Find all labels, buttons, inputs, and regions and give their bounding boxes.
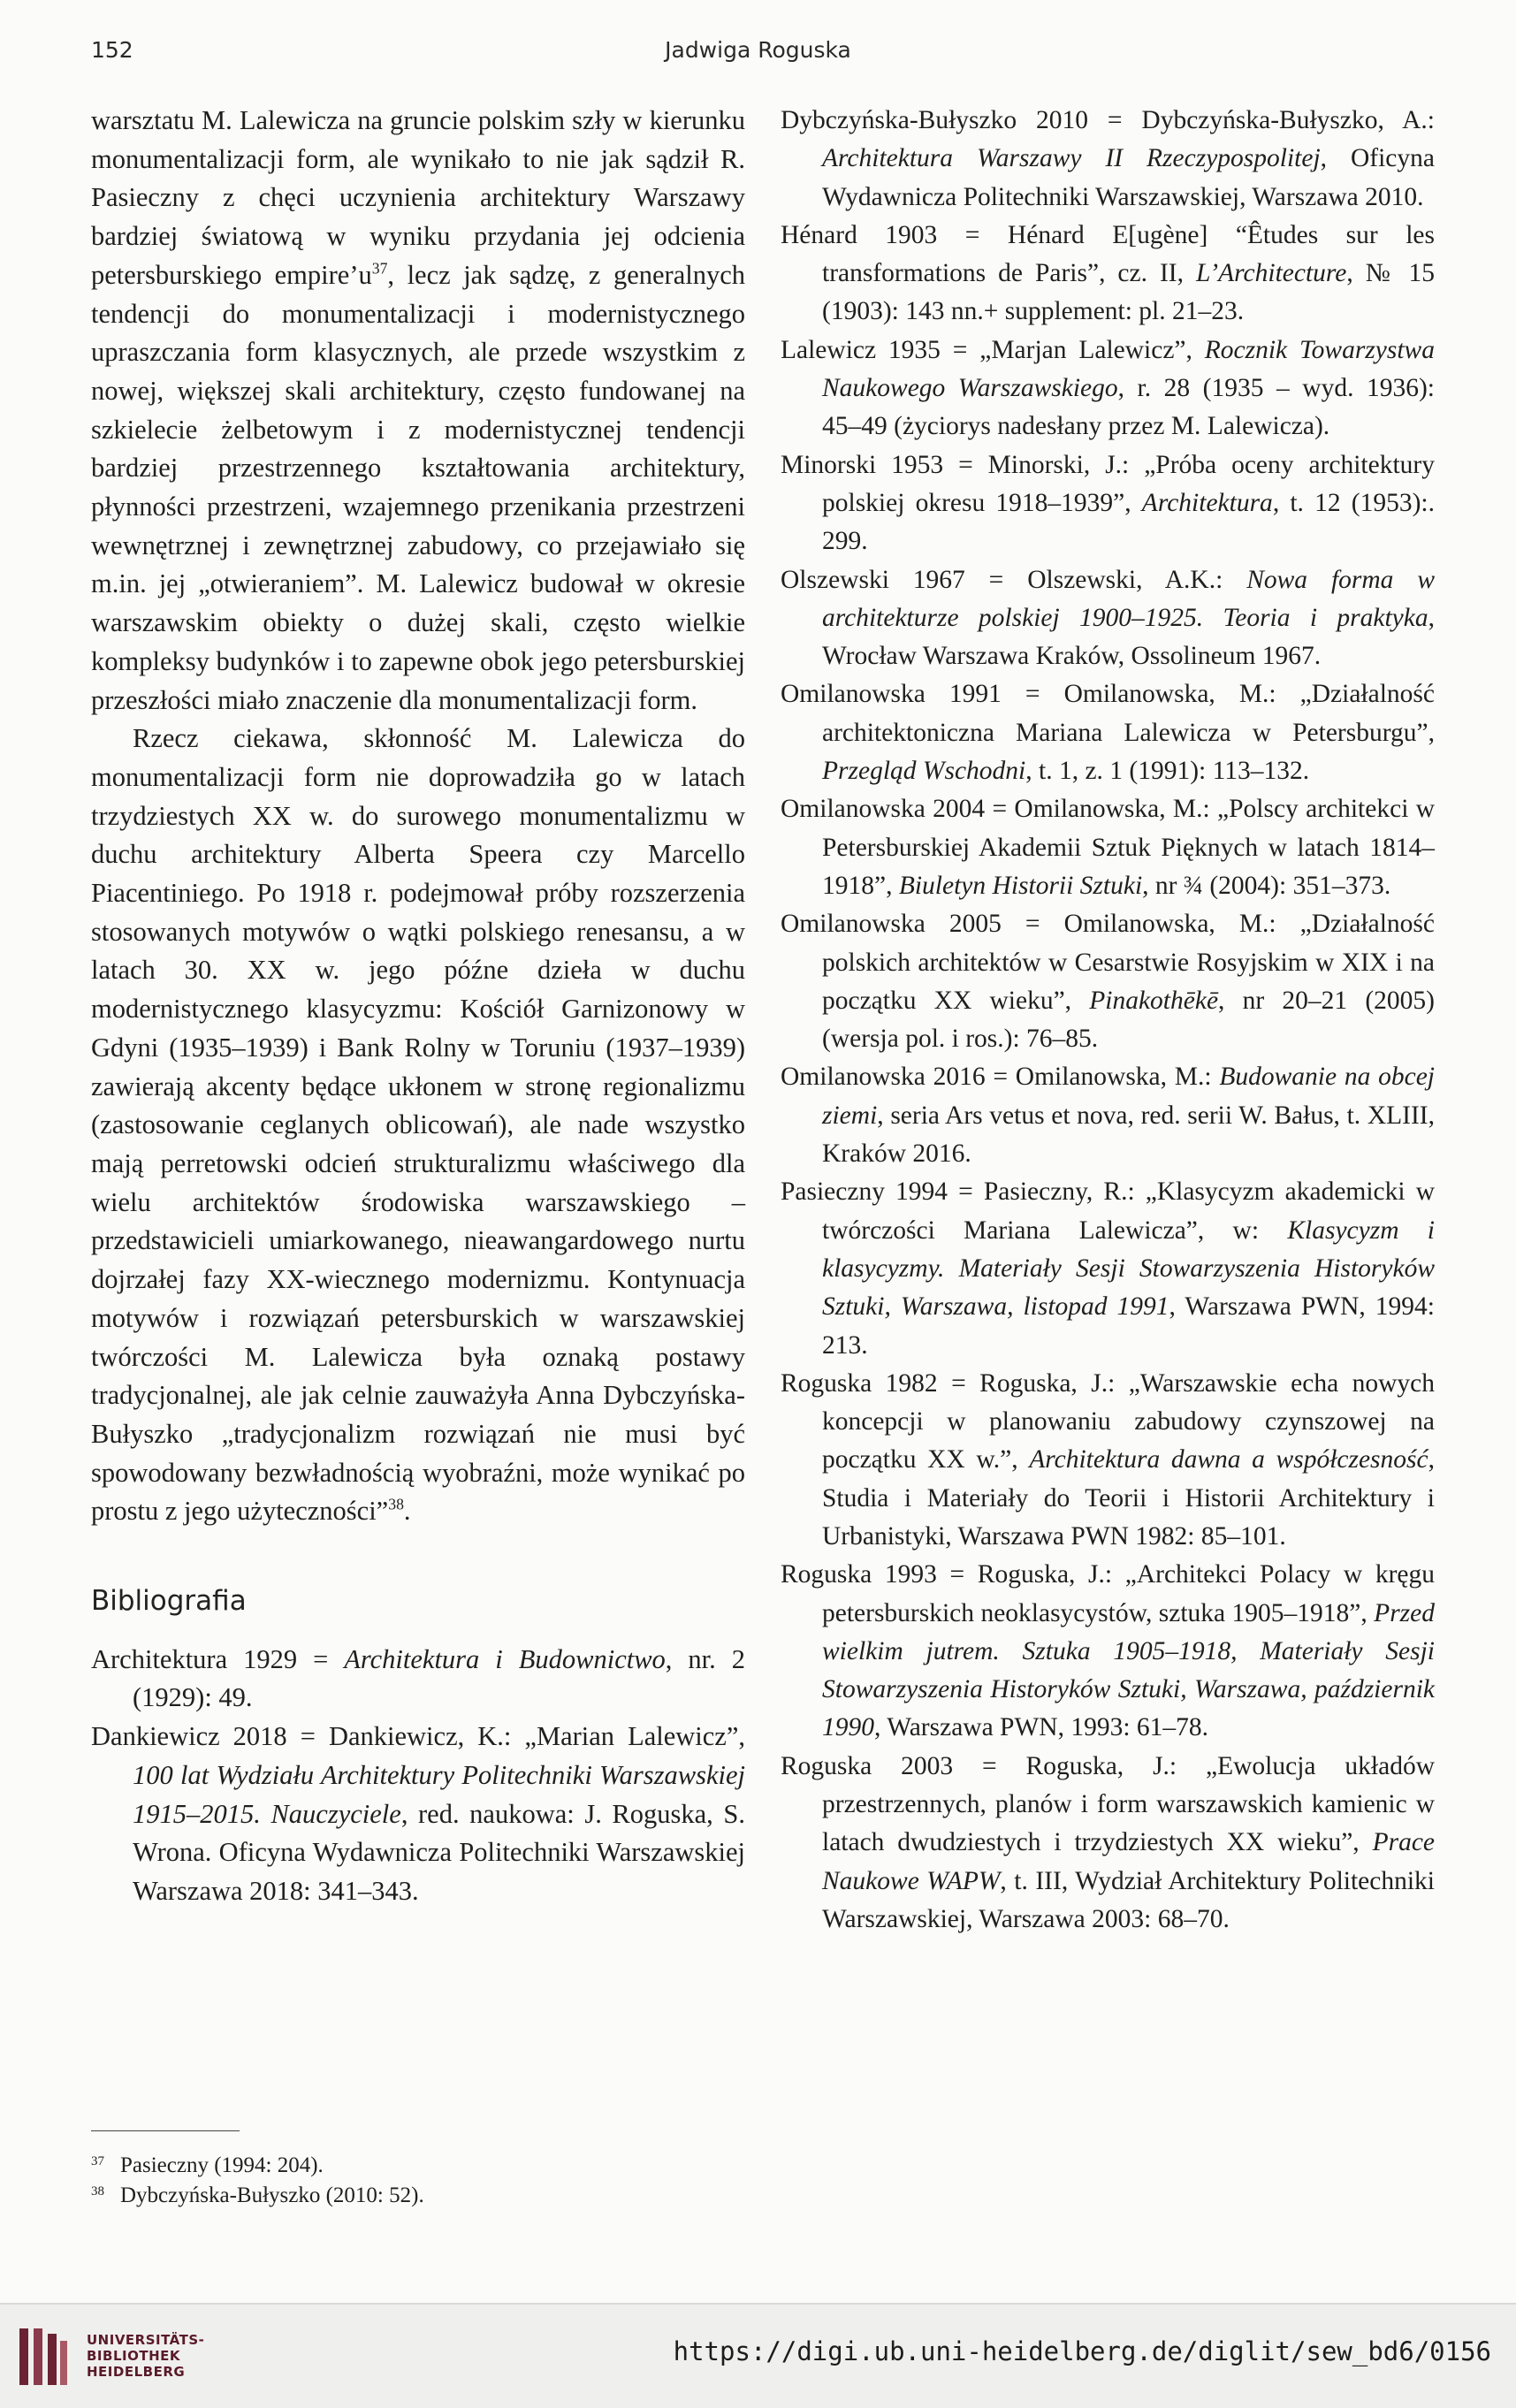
entry-text: , r. 28 (1935 – wyd. 1936): 45–49 (życiorys nadesłany przez M. Lalewicza).	[822, 374, 1435, 441]
entry-title: Przed wielkim jutrem. Sztuka 1905–1918, Materiały Sesji Stowarzyszenia Historyków Sztuki, Warszawa, październik 1990	[822, 1598, 1435, 1742]
footnote-list	[91, 2151, 745, 2211]
bibliography-entry	[781, 905, 1435, 1058]
entry-text: , Warszawa PWN, 1994: 213.	[822, 1292, 1435, 1360]
entry-text: , t. III, Wydział Architektury Politechniki Warszawskiej, Warszawa 2003: 68–70.	[822, 1866, 1435, 1933]
entry-text: Pasieczny 1994 = Pasieczny, R.: „Klasycyzm akademicki w twórczości Mariana Lalewicza”, w:	[781, 1177, 1435, 1245]
running-head	[0, 37, 1516, 72]
bibliography-entry	[781, 331, 1435, 446]
entry-text: , nr 20–21 (2005) (wersja pol. i ros.): 76–85.	[822, 986, 1435, 1054]
page-number: 152	[91, 37, 133, 63]
entry-text: , № 15 (1903): 143 nn.+ supplement: pl. 21–23.	[822, 259, 1435, 326]
entry-text: , nr ¾ (2004): 351–373.	[1142, 871, 1391, 900]
paragraph-text: Rzecz ciekawa, skłonność M. Lalewicza do monumentalizacji form nie doprowadziła go w latach trzydziestych XX w. do surowego monumentalizmu w duchu architektury Alberta Speera czy Marcello Piacentiniego. Po 1918 r. podejmował próby rozszerzenia stosowanych motywów o wątki polskiego renesansu, a w latach 30. XX w. jego późne dzieła w duchu modernistycznego klasycyzmu: Kościół Garnizonowy w Gdyni (1935–1939) i Bank Rolny w Toruniu (1937–1939) zawierają akcenty będące ukłonem w stronę regionalizmu (zastosowanie ceglanych oblicowań), ale nade wszystko mają perretowski odcień strukturalizmu właściwego dla wielu architektów środowiska warszawskiego – przedstawicieli umiarkowanego, nieawangardowego nurtu dojrzałej fazy XX-wiecznego modernizmu. Kontynuacja motywów i rozwiązań petersburskich w warszawskiej twórczości M. Lalewicza była oznaką postawy tradycjonalnej, ale jak celnie zauważyła Anna Dybczyńska-Bułyszko „tradycjonalizm rozwiązań nie musi być spowodowany bezwładnością wyobraźni, może wynikać po prostu z jego użyteczności”	[91, 723, 745, 1527]
library-logo-text	[87, 2332, 204, 2380]
entry-title: Pinakothēkē	[1089, 986, 1219, 1015]
main-text-column	[91, 102, 745, 1911]
entry-title: Klasycyzm i klasycyzmy. Materiały Sesji Stowarzyszenia Historyków Sztuki, Warszawa, listopad 1991	[822, 1215, 1435, 1322]
entry-title: Biuletyn Historii Sztuki	[898, 871, 1143, 900]
footnote-text: Pasieczny (1994: 204).	[120, 2153, 324, 2177]
entry-title: 100 lat Wydziału Architektury Politechniki Warszawskiej 1915–2015. Nauczyciele	[133, 1759, 745, 1829]
footnote	[91, 2151, 745, 2181]
entry-text: Roguska 1993 = Roguska, J.: „Architekci Polacy w kręgu petersburskich neoklasycystów, sztuka 1905–1918”,	[781, 1560, 1435, 1627]
entry-text: Dankiewicz 2018 = Dankiewicz, K.: „Marian Lalewicz”,	[91, 1721, 745, 1752]
entry-text: , Oficyna Wydawnicza Politechniki Warszawskiej, Warszawa 2010.	[822, 144, 1435, 211]
entry-text: Dybczyńska-Bułyszko 2010 = Dybczyńska-Bułyszko, A.:	[781, 106, 1435, 134]
footnote-ref[interactable]: 37	[371, 259, 388, 278]
entry-title: Architektura dawna a współczesność	[1029, 1445, 1428, 1475]
bibliography-entry	[781, 1365, 1435, 1556]
bibliography-entry	[781, 102, 1435, 217]
entry-title: L’Architecture	[1195, 259, 1347, 288]
entry-text: Omilanowska 2005 = Omilanowska, M.: „Działalność polskich architektów w Cesarstwie Rosyjskim w XIX i na początku XX wieku”,	[781, 910, 1435, 1015]
entry-text: , t. 1, z. 1 (1991): 113–132.	[1025, 757, 1310, 786]
entry-text: , Studia i Materiały do Teorii i Historii Architektury i Urbanistyki, Warszawa PWN 1982: 85–101.	[822, 1445, 1435, 1551]
running-title: Jadwiga Roguska	[665, 37, 851, 63]
entry-text: Roguska 2003 = Roguska, J.: „Ewolucja układów przestrzennych, planów i form warszawskich kamienic w latach dwudziestych i trzydziestych XX wieku”,	[781, 1751, 1435, 1857]
entry-title: Architektura	[1141, 488, 1273, 517]
bibliography-entry	[91, 1718, 745, 1911]
entry-text: Omilanowska 2016 = Omilanowska, M.:	[781, 1063, 1220, 1092]
entry-title: Nowa forma w architekturze polskiej 1900–1925. Teoria i praktyka	[822, 565, 1435, 632]
entry-title: Przegląd Wschodni	[822, 757, 1026, 786]
footnote-text: Dybczyńska-Bułyszko (2010: 52).	[120, 2183, 424, 2207]
logo-line: HEIDELBERG	[87, 2364, 186, 2380]
bibliography-entry	[781, 1556, 1435, 1747]
library-logo-icon	[16, 2325, 71, 2389]
footnote-number: 38	[91, 2183, 104, 2198]
entry-text: Olszewski 1967 = Olszewski, A.K.:	[781, 565, 1247, 594]
footnotes	[91, 2130, 745, 2211]
logo-line: UNIVERSITÄTS-	[87, 2332, 205, 2348]
bibliography-entry	[781, 217, 1435, 331]
paragraph-text: warsztatu M. Lalewicza na gruncie polskim szły w kierunku monumentalizacji form, ale wynikało to nie jak sądził R. Pasieczny z chęci uczynienia architektury Warszawy bardziej światową w wyniku przydania jej odcienia petersburskiego empire’u	[91, 105, 745, 290]
bibliography-list-left	[91, 1641, 745, 1911]
logo-line: BIBLIOTHEK	[87, 2348, 180, 2364]
entry-title: Prace Naukowe WAPW	[822, 1828, 1435, 1895]
bibliography-entry	[91, 1641, 745, 1718]
bibliography-column	[781, 102, 1435, 1939]
source-url-link[interactable]: https://digi.ub.uni-heidelberg.de/diglit/sew_bd6/0156	[673, 2336, 1491, 2366]
bibliography-entry	[781, 1748, 1435, 1939]
entry-text: , Wrocław Warszawa Kraków, Ossolineum 1967.	[822, 603, 1435, 671]
entry-text: Minorski 1953 = Minorski, J.: „Próba oceny architektury polskiej okresu 1918–1939”,	[781, 450, 1435, 517]
bibliography-entry	[781, 561, 1435, 676]
footnote-rule	[91, 2130, 240, 2131]
entry-text: Hénard 1903 = Hénard E[ugène] “Êtudes sur les transformations de Paris”, cz. II,	[781, 220, 1435, 288]
footer-bar	[0, 2303, 1516, 2408]
bibliography-entry	[781, 446, 1435, 561]
bibliography-heading: Bibliografia	[91, 1585, 247, 1618]
entry-text: , red. naukowa: J. Roguska, S. Wrona. Oficyna Wydawnicza Politechniki Warszawskiej Warszawa 2018: 341–343.	[133, 1798, 745, 1906]
bibliography-entry	[781, 790, 1435, 905]
entry-title: Budowanie na obcej ziemi	[822, 1063, 1436, 1130]
footnote-ref[interactable]: 38	[388, 1495, 404, 1513]
entry-title: Architektura Warszawy II Rzeczypospolitej	[822, 144, 1321, 173]
paragraph-text: .	[403, 1496, 411, 1527]
entry-text: Lalewicz 1935 = „Marjan Lalewicz”,	[781, 335, 1205, 364]
bibliography-entry	[781, 675, 1435, 790]
entry-text: Omilanowska 2004 = Omilanowska, M.: „Polscy architekci w Petersburskiej Akademii Sztuk Pięknych w latach 1814–1918”,	[781, 795, 1435, 900]
entry-text: Omilanowska 1991 = Omilanowska, M.: „Działalność architektoniczna Mariana Lalewicza w Petersburgu”,	[781, 680, 1435, 747]
body-paragraph	[91, 102, 745, 720]
entry-title: Rocznik Towarzystwa Naukowego Warszawskiego	[822, 335, 1435, 403]
bibliography-entry	[781, 1173, 1435, 1364]
entry-text: Architektura 1929 =	[91, 1643, 345, 1674]
entry-text: , seria Ars vetus et nova, red. serii W. Bałus, t. XLIII, Kraków 2016.	[822, 1101, 1435, 1169]
entry-title: Architektura i Budownictwo	[344, 1643, 666, 1674]
body-paragraph	[91, 720, 745, 1531]
bibliography-list-right	[781, 102, 1435, 1939]
entry-text: , nr. 2 (1929): 49.	[133, 1643, 745, 1713]
library-logo[interactable]	[16, 2320, 299, 2399]
entry-text: , t. 12 (1953):. 299.	[822, 488, 1435, 556]
paragraph-text: , lecz jak sądzę, z generalnych tendencji do monumentalizacji i modernistycznego upraszczania form klasycznych, ale przede wszystkim z nowej, większej skali architektury, często fundowanej na szkielecie żelbetowym i z modernistycznej tendencji bardziej przestrzennego kształtowania architektury, płynności przestrzeni, wzajemnego przenikania przestrzeni wewnętrznej i zewnętrznej zabudowy, co przejawiało się m.in. jej „otwieraniem”. M. Lalewicz budował w okresie warszawskim obiekty o dużej skali, często wielkie kompleksy budynków i to zapewne obok jego petersburskiej przeszłości miało znaczenie dla monumentalizacji form.	[91, 259, 745, 715]
footnote	[91, 2181, 745, 2211]
entry-text: Roguska 1982 = Roguska, J.: „Warszawskie echa nowych koncepcji w planowaniu zabudowy czynszowej na początku XX w.”,	[781, 1368, 1435, 1475]
footnote-number: 37	[91, 2153, 104, 2168]
entry-text: , Warszawa PWN, 1993: 61–78.	[874, 1713, 1209, 1742]
bibliography-entry	[781, 1058, 1435, 1173]
